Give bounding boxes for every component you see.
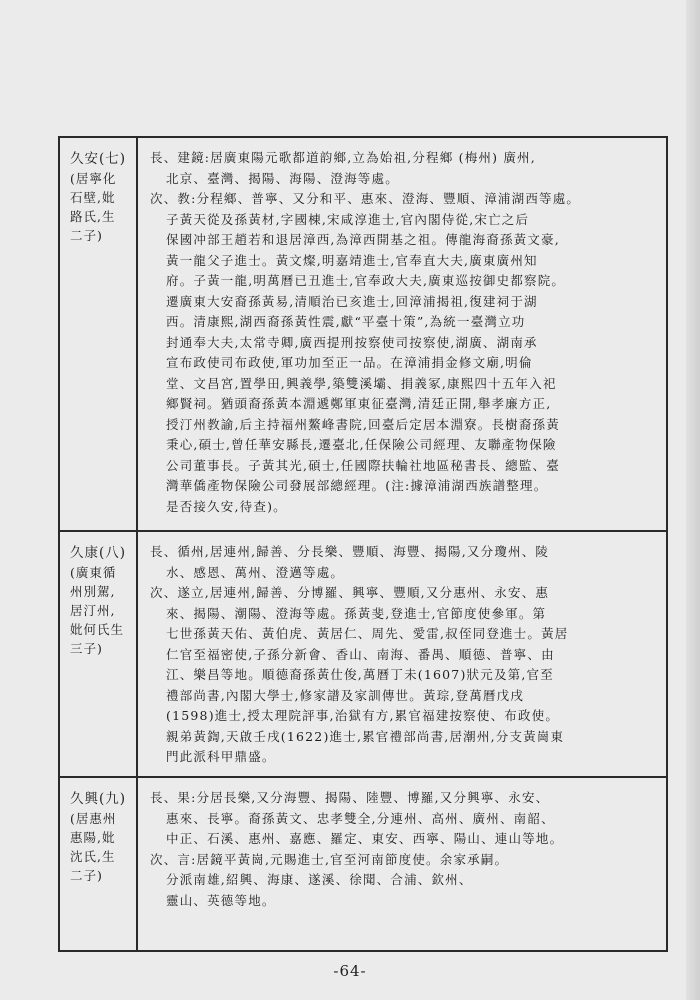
generation-note-line: 二子) [70,868,103,883]
table-row [59,531,667,777]
generation-note-line: 三子) [70,641,103,656]
lineage-text-line: 惠來、長寧。裔孫黃文、忠孝雙全,分連州、高州、廣州、南韶、 [166,810,555,826]
lineage-entry-line: 次、教:分程鄉、普寧、又分和平、惠來、澄海、豐順、漳浦湖西等處。 [150,191,581,206]
lineage-text-line: 中正、石溪、惠州、嘉應、羅定、東安、西寧、陽山、連山等地。 [166,831,564,846]
lineage-content-cell [137,777,667,951]
generation-name: 久安(七) [70,151,127,167]
lineage-text-line: 西。清康熙,湖西裔孫黃性震,獻“平臺十策”,為統一臺灣立功 [166,314,526,329]
page-number: -64- [333,962,367,980]
generation-note-line: 二子) [70,228,103,243]
generation-note-line: (居寧化 [70,171,117,186]
lineage-text-line: 靈山、英德等地。 [166,892,276,908]
lineage-text-line: 子黃天從及孫黃材,字國棟,宋咸淳進士,官內閣侍從,宋亡之后 [166,211,530,227]
lineage-text-line: 禮部尚書,內閣大學士,修家譜及家訓傳世。黃琮,登萬曆戊戌 [166,687,525,703]
generation-name: 久康(八) [70,545,127,561]
generation-note-line: 州別駕, [70,584,116,599]
lineage-text-line: 仁官至福密使,子孫分新會、香山、南海、番禺、順德、普寧、由 [166,646,555,662]
lineage-text-line: 水、感恩、萬州、澄邁等處。 [166,564,345,580]
lineage-text-line: 分派南雄,紹興、海康、遂溪、徐聞、合浦、欽州、 [166,872,473,887]
generation-label [60,778,136,885]
lineage-text-line: 黃一龍父子進士。黃文燦,明嘉靖進士,官奉直大夫,廣東廣州知 [166,252,538,268]
generation-note-line: 石壁,妣 [70,190,116,205]
lineage-text-line: 灣華僑產物保險公司發展部總經理。(注:據漳浦湖西族譜整理。 [166,478,548,493]
lineage-text-line: 是否接久安,待查)。 [166,498,287,514]
lineage-text-line: (1598)進士,授太理院評事,治獄有方,累官福建按察使、布政使。 [166,708,560,723]
lineage-entry-line: 長、建鏡:居廣東陽元歌都道韵鄉,立為始祖,分程鄉 (梅州) 廣州, [150,150,536,165]
generation-label-cell [59,531,137,777]
lineage-text-line: 秉心,碩士,曾任華安縣長,遷臺北,任保險公司經理、友聯產物保險 [166,437,557,452]
lineage-text-line: 授汀州教諭,后主持福州鰲峰書院,回臺后定居本淵寮。長樹裔孫黃 [166,416,560,432]
generation-note-line: 沈氏,生 [70,849,116,864]
lineage-text-line: 門此派科甲鼎盛。 [166,749,276,764]
lineage-entry-line: 次、遂立,居連州,歸善、分博羅、興寧、豐順,又分惠州、永安、惠 [150,585,550,600]
lineage-entry-line: 長、循州,居連州,歸善、分長樂、豐順、海豐、揭陽,又分瓊州、陵 [150,544,550,559]
lineage-text-line: 宣布政使司布政使,軍功加至正一品。在漳浦捐金修文廟,明倫 [166,355,533,370]
generation-note-line: (廣東循 [70,565,117,580]
generation-note-line: 惠陽,妣 [70,830,116,845]
lineage-text-line: 七世孫黃天佑、黃伯虎、黃居仁、周先、愛雷,叔侄同登進士。黃居 [166,626,569,641]
generation-note-line: 居汀州, [70,603,116,618]
generation-note-line: 路氏,生 [70,209,116,224]
lineage-text-line: 來、揭陽、潮陽、澄海等處。孫黃斐,登進士,官節度使參軍。第 [166,605,547,621]
generation-note-line: (居惠州 [70,811,117,826]
genealogy-table [58,136,668,952]
generation-name: 久興(九) [70,791,127,807]
generation-label-cell [59,137,137,531]
generation-note-line: 妣何氏生 [70,622,125,637]
lineage-text-line: 封通奉大夫,太常寺卿,廣西提刑按察使司按察使,湖廣、湖南承 [166,334,538,350]
lineage-text-line: 府。子黃一龍,明萬曆已丑進士,官奉政大夫,廣東巡按御史都察院。 [166,273,566,288]
table-row [59,137,667,531]
lineage-entry-line: 長、果:分居長樂,又分海豐、揭陽、陸豐、博羅,又分興寧、永安、 [150,790,550,805]
generation-label-cell [59,777,137,951]
lineage-text-line: 北京、臺灣、揭陽、海陽、澄海等處。 [166,170,399,186]
lineage-entry-line: 次、言:居鏡平黃崗,元賜進士,官至河南節度使。余家承嗣。 [150,851,509,867]
lineage-content-cell [137,137,667,531]
lineage-text-line: 鄉賢祠。猶頭裔孫黃本淵遞鄭軍東征臺灣,清廷正開,舉孝廉方正, [166,396,552,411]
lineage-content-cell [137,531,667,777]
lineage-text-line: 親弟黃鍧,天啟壬戌(1622)進士,累官禮部尚書,居潮州,分支黃崗東 [166,728,565,744]
lineage-text-line: 江、樂昌等地。順德裔孫黃仕俊,萬曆丁未(1607)狀元及第,官至 [166,667,554,682]
table-row [59,777,667,951]
generation-label [60,532,136,658]
lineage-text-line: 公司董事長。子黃其光,碩士,任國際扶輪社地區秘書長、總監、臺 [166,457,560,473]
generation-label [60,138,136,245]
lineage-text-line: 堂、文昌宮,置學田,興義學,築雙溪壩、捐義冢,康熙四十五年入祀 [166,375,557,391]
scan-shadow-edge [686,0,700,1000]
lineage-text-line: 遷廣東大安裔孫黃易,清順治已亥進士,回漳浦揭祖,復建祠于湖 [166,293,538,309]
lineage-text-line: 保國冲部王趙若和退居漳西,為漳西開基之祖。傳龍海裔孫黃文豪, [166,232,560,247]
